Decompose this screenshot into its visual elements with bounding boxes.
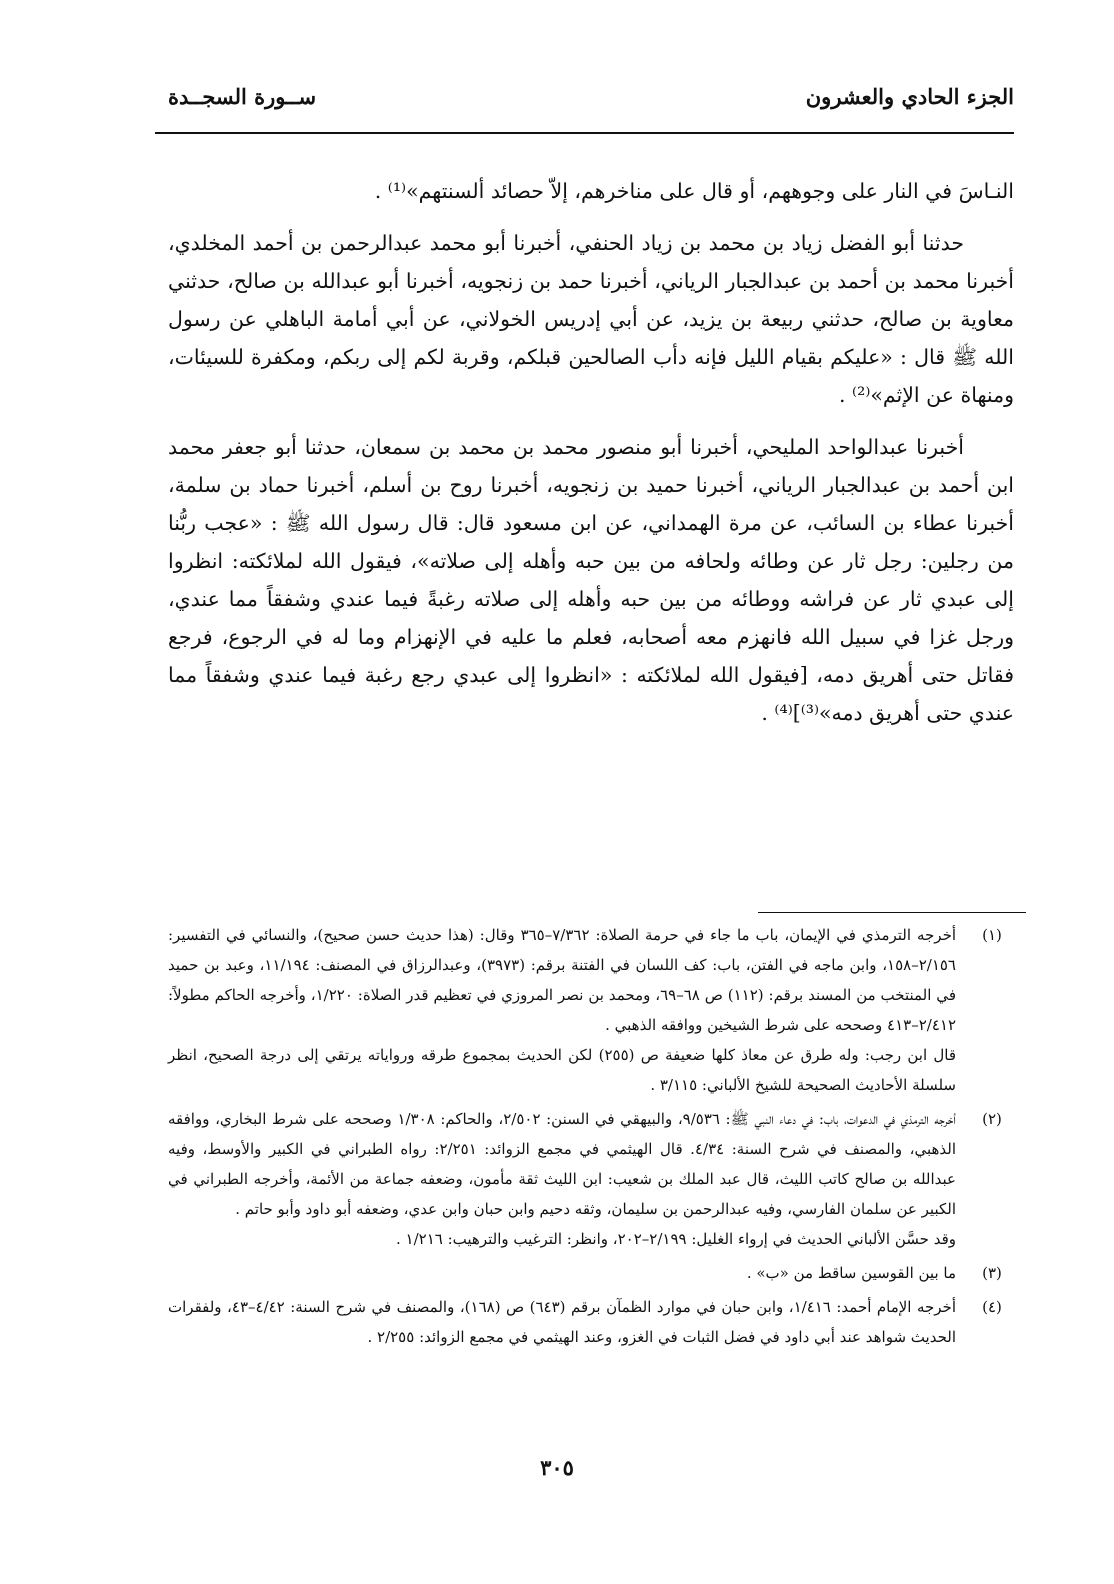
footnote-number: (١) bbox=[982, 926, 1002, 944]
footnote-text: أخرجه الإمام أحمد: ١/٤١٦، وابن حبان في موارد الظمآن برقم (٦٤٣) ص (١٦٨)، والمصنف في شرح السنة: ٤/٤٢–٤٣، ولفقرات الحديث شواهد عند أبي داود في فضل الثبات في الغزو، وعند الهيثمي في مجمع الزوائد: ٢/٢٥٥ . bbox=[168, 1298, 956, 1346]
footnote-1 bbox=[168, 920, 1014, 1100]
footnote-text: ما بين القوسين ساقط من «ب» . bbox=[746, 1264, 956, 1282]
paragraph: النـاسَ في النار على وجوههم، أو قال على مناخرهم، إلاّ حصائد ألسنتهم»⁽¹⁾ . bbox=[374, 179, 1014, 203]
paragraph: أخبرنا عبدالواحد المليحي، أخبرنا أبو منصور محمد بن محمد بن سمعان، حدثنا أبو جعفر محمد ابن أحمد بن عبدالجبار الرياني، أخبرنا حميد بن زنجويه، أخبرنا روح بن أسلم، أخبرنا حماد بن سلمة، أخبرنا عطاء بن السائب، عن مرة الهمداني، عن ابن مسعود قال: قال رسول الله ﷺ : «عجب ربُّنا من رجلين: رجل ثار عن وطائه ولحافه من بين حبه وأهله إلى صلاته»، فيقول الله لملائكته: انظروا إلى عبدي ثار عن فراشه ووطائه من بين حبه وأهله إلى صلاته رغبةً فيما عندي وشفقاً مما عندي، ورجل غزا في سبيل الله فانهزم معه أصحابه، فعلم ما عليه في الإنهزام وما له في الرجوع، فرجع فقاتل حتى أهريق دمه، [فيقول الله لملائكته : «انظروا إلى عبدي رجع رغبة فيما عندي وشفقاً مما عندي حتى أهريق دمه»⁽³⁾]⁽⁴⁾ . bbox=[168, 435, 1014, 725]
paragraph: حدثنا أبو الفضل زياد بن محمد بن زياد الحنفي، أخبرنا أبو محمد عبدالرحمن بن أحمد المخلدي، أخبرنا محمد بن أحمد بن عبدالجبار الرياني، أخبرنا حمد بن زنجويه، أخبرنا أبو عبدالله بن صالح، حدثني معاوية بن صالح، حدثني ربيعة بن يزيد، عن أبي إدريس الخولاني، عن أبي أمامة الباهلي عن رسول الله ﷺ قال : «عليكم بقيام الليل فإنه دأب الصالحين قبلكم، وقربة لكم إلى ربكم، ومكفرة للسيئات، ومنهاة عن الإثم»⁽²⁾ . bbox=[168, 231, 1014, 407]
footnotes bbox=[168, 920, 1014, 1356]
footnote-text: أخرجه الترمذي في الإيمان، باب ما جاء في حرمة الصلاة: ٧/٣٦٢–٣٦٥ وقال: (هذا حديث حسن صحيح)، والنسائي في التفسير: ٢/١٥٦–١٥٨، وابن ماجه في الفتن، باب: كف اللسان في الفتنة برقم: (٣٩٧٣)، وعبدالرزاق في المصنف: ١١/١٩٤، وعبد بن حميد في المنتخب من المسند برقم: (١١٢) ص ٦٨–٦٩، ومحمد بن نصر المروزي في تعظيم قدر الصلاة: ١/٢٢٠، وأخرجه الحاكم مطولاً: ٢/٤١٢–٤١٣ وصححه على شرط الشيخين ووافقه الذهبي . bbox=[168, 926, 957, 1034]
footnote-2 bbox=[168, 1104, 1014, 1254]
main-text bbox=[168, 172, 1014, 746]
footnote-number: (٤) bbox=[982, 1298, 1002, 1316]
header-divider bbox=[155, 132, 1014, 134]
page-header bbox=[168, 84, 1014, 124]
footnote-text: وقد حسَّن الألباني الحديث في إرواء الغليل: ٢/١٩٩–٢٠٢، وانظر: الترغيب والترهيب: ١/٢١٦ . bbox=[396, 1230, 956, 1248]
footnote-text: أخرجه الترمذي في الدعوات، باب: في دعاء النبي ﷺ: ٩/٥٣٦، والبيهقي في السنن: ٢/٥٠٢، والحاكم: ١/٣٠٨ وصححه على شرط البخاري، ووافقه الذهبي، والمصنف في شرح السنة: ٤/٣٤. قال الهيثمي في مجمع الزوائد: ٢/٢٥١: رواه الطبراني في الكبير والأوسط، وفيه عبدالله بن صالح كاتب الليث، قال عبد الملك بن شعيب: ابن الليث ثقة مأمون، وضعفه جماعة من الأئمة، وأخرجه الطبراني في الكبير عن سلمان الفارسي، وفيه عبدالرحمن بن سليمان، وثقه دحيم وابن حبان وابن عدي، وضعفه أبو داود وأبو حاتم . bbox=[168, 1110, 957, 1218]
footnote-divider bbox=[758, 912, 1026, 913]
footnote-3 bbox=[168, 1258, 1014, 1288]
footnote-text: قال ابن رجب: وله طرق عن معاذ كلها ضعيفة ص (٢٥٥) لكن الحديث بمجموع طرقه ورواياته يرتقي إلى درجة الصحيح، انظر سلسلة الأحاديث الصحيحة للشيخ الألباني: ٣/١١٥ . bbox=[168, 1046, 956, 1094]
surah-title: ســورة السجــدة bbox=[168, 84, 317, 109]
footnote-4 bbox=[168, 1292, 1014, 1352]
footnote-number: (٢) bbox=[982, 1110, 1002, 1128]
part-title: الجزء الحادي والعشرون bbox=[805, 84, 1014, 109]
footnote-number: (٣) bbox=[982, 1264, 1002, 1282]
page-number: ٣٠٥ bbox=[540, 1455, 574, 1480]
